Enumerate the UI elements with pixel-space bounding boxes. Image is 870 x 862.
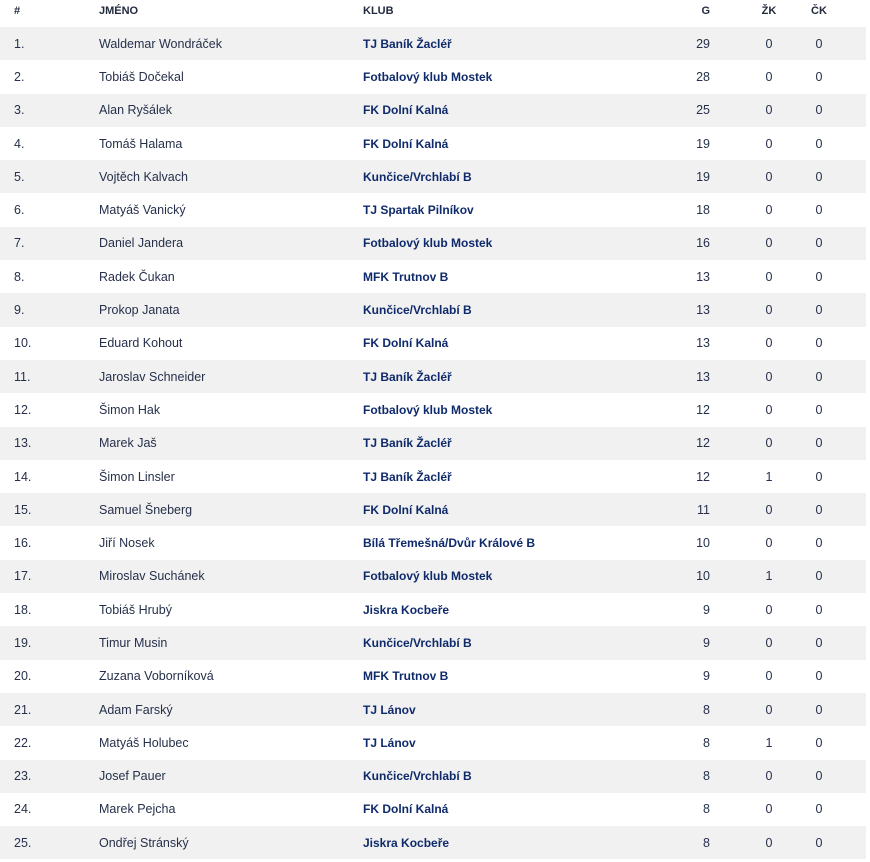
player-name: Tobiáš Hrubý (99, 602, 172, 617)
club-cell (363, 493, 448, 526)
goals-value: 13 (696, 303, 710, 318)
red-cards-value: 0 (815, 369, 823, 384)
red-cards-value: 0 (815, 735, 823, 750)
player-name: Radek Čukan (99, 269, 175, 284)
row-rank: 8. (14, 269, 25, 284)
yellow-cards-value: 1 (765, 469, 773, 484)
table-row (0, 27, 866, 60)
player-name: Prokop Janata (99, 303, 180, 318)
player-name: Tomáš Halama (99, 136, 183, 151)
row-rank: 7. (14, 236, 25, 251)
red-cards-value: 0 (815, 303, 823, 318)
club-link[interactable]: Kunčice/Vrchlabí B (363, 635, 472, 650)
player-name: Marek Pejcha (99, 802, 176, 817)
table-row (0, 526, 866, 559)
row-rank: 24. (14, 802, 32, 817)
red-cards-value: 0 (815, 702, 823, 717)
red-cards-value: 0 (815, 69, 823, 84)
header-yellow-cards: ŽK (761, 5, 777, 17)
club-link[interactable]: TJ Baník Žacléř (363, 469, 452, 484)
club-cell (363, 193, 474, 226)
row-rank: 2. (14, 69, 25, 84)
club-link[interactable]: Bílá Třemešná/Dvůr Králové B (363, 536, 536, 551)
row-rank: 21. (14, 702, 32, 717)
club-cell (363, 94, 448, 127)
player-name: Adam Farský (99, 702, 173, 717)
table-row (0, 94, 866, 127)
row-rank: 18. (14, 602, 32, 617)
goals-value: 25 (696, 103, 710, 118)
club-link[interactable]: TJ Spartak Pilníkov (363, 203, 474, 218)
row-rank: 11. (14, 369, 31, 384)
header-goals: G (701, 5, 710, 17)
player-name: Zuzana Voborníková (99, 669, 214, 684)
row-rank: 9. (14, 303, 25, 318)
red-cards-value: 0 (815, 136, 823, 151)
player-name: Alan Ryšálek (99, 103, 172, 118)
table-row (0, 626, 866, 659)
club-link[interactable]: FK Dolní Kalná (363, 136, 449, 151)
yellow-cards-value: 0 (765, 336, 773, 351)
row-rank: 5. (14, 169, 25, 184)
player-name: Eduard Kohout (99, 336, 183, 351)
player-name: Ondřej Stránský (99, 835, 189, 850)
player-name: Marek Jaš (99, 436, 157, 451)
table-row (0, 726, 866, 759)
table-row (0, 693, 866, 726)
red-cards-value: 0 (815, 36, 823, 51)
row-rank: 20. (14, 669, 32, 684)
club-link[interactable]: Kunčice/Vrchlabí B (363, 769, 472, 784)
red-cards-value: 0 (815, 802, 823, 817)
red-cards-value: 0 (815, 336, 823, 351)
red-cards-value: 0 (815, 436, 823, 451)
player-name: Šimon Linsler (99, 469, 175, 484)
goals-value: 8 (703, 702, 710, 717)
goals-value: 13 (696, 269, 710, 284)
table-row (0, 427, 866, 460)
club-cell (363, 327, 448, 360)
yellow-cards-value: 0 (765, 502, 773, 517)
club-cell (363, 427, 452, 460)
table-body (0, 27, 866, 859)
header-name: JMÉNO (99, 5, 139, 17)
header-club: KLUB (363, 5, 394, 17)
goals-value: 8 (703, 735, 710, 750)
row-rank: 22. (14, 735, 32, 750)
table-row (0, 826, 866, 859)
club-cell (363, 127, 448, 160)
club-link[interactable]: Jiskra Kocbeře (363, 835, 450, 850)
red-cards-value: 0 (815, 536, 823, 551)
table-row (0, 760, 866, 793)
row-rank: 16. (14, 536, 32, 551)
red-cards-value: 0 (815, 602, 823, 617)
table-row (0, 193, 866, 226)
yellow-cards-value: 0 (765, 436, 773, 451)
red-cards-value: 0 (815, 103, 823, 118)
club-cell (363, 693, 416, 726)
club-cell (363, 626, 472, 659)
table-row (0, 160, 866, 193)
row-rank: 6. (14, 203, 25, 218)
club-link[interactable]: Fotbalový klub Mostek (363, 402, 493, 417)
club-cell (363, 260, 448, 293)
club-link[interactable]: TJ Lánov (363, 735, 416, 750)
row-rank: 10. (14, 336, 32, 351)
yellow-cards-value: 0 (765, 402, 773, 417)
red-cards-value: 0 (815, 169, 823, 184)
player-name: Timur Musin (99, 635, 168, 650)
player-name: Matyáš Vanický (99, 203, 186, 218)
yellow-cards-value: 0 (765, 236, 773, 251)
yellow-cards-value: 0 (765, 769, 773, 784)
club-cell (363, 393, 492, 426)
player-name: Šimon Hak (99, 402, 161, 417)
yellow-cards-value: 0 (765, 536, 773, 551)
red-cards-value: 0 (815, 402, 823, 417)
goals-value: 8 (703, 835, 710, 850)
goals-value: 9 (703, 669, 710, 684)
red-cards-value: 0 (815, 469, 823, 484)
club-link[interactable]: Fotbalový klub Mostek (363, 569, 493, 584)
goals-value: 16 (696, 236, 710, 251)
goals-value: 9 (703, 602, 710, 617)
table-row (0, 593, 866, 626)
table-row (0, 460, 866, 493)
red-cards-value: 0 (815, 203, 823, 218)
yellow-cards-value: 0 (765, 835, 773, 850)
row-rank: 19. (14, 635, 32, 650)
row-rank: 15. (14, 502, 32, 517)
goals-value: 9 (703, 635, 710, 650)
club-link[interactable]: FK Dolní Kalná (363, 336, 449, 351)
yellow-cards-value: 0 (765, 602, 773, 617)
table-row (0, 493, 866, 526)
club-cell (363, 360, 452, 393)
row-rank: 3. (14, 103, 25, 118)
red-cards-value: 0 (815, 669, 823, 684)
club-link[interactable]: MFK Trutnov B (363, 669, 449, 684)
goals-value: 10 (696, 569, 710, 584)
club-cell (363, 526, 535, 559)
header-rank: # (14, 5, 21, 17)
table-row (0, 327, 866, 360)
yellow-cards-value: 0 (765, 269, 773, 284)
red-cards-value: 0 (815, 236, 823, 251)
club-cell (363, 793, 448, 826)
club-link[interactable]: FK Dolní Kalná (363, 103, 449, 118)
yellow-cards-value: 0 (765, 669, 773, 684)
player-name: Daniel Jandera (99, 236, 184, 251)
goals-value: 12 (696, 402, 710, 417)
club-link[interactable]: Fotbalový klub Mostek (363, 69, 493, 84)
table-row (0, 360, 866, 393)
table-row (0, 60, 866, 93)
yellow-cards-value: 1 (765, 735, 773, 750)
table-row (0, 260, 866, 293)
goals-value: 19 (696, 136, 710, 151)
yellow-cards-value: 1 (765, 569, 773, 584)
row-rank: 1. (14, 36, 25, 51)
yellow-cards-value: 0 (765, 702, 773, 717)
player-name: Jaroslav Schneider (99, 369, 206, 384)
red-cards-value: 0 (815, 635, 823, 650)
club-cell (363, 560, 492, 593)
table-header (0, 0, 866, 27)
club-link[interactable]: FK Dolní Kalná (363, 802, 449, 817)
player-name: Vojtěch Kalvach (99, 169, 188, 184)
player-name: Matyáš Holubec (99, 735, 189, 750)
club-cell (363, 27, 452, 60)
red-cards-value: 0 (815, 269, 823, 284)
row-rank: 4. (14, 136, 25, 151)
player-name: Miroslav Suchánek (99, 569, 205, 584)
goals-value: 28 (696, 69, 710, 84)
yellow-cards-value: 0 (765, 103, 773, 118)
table-row (0, 560, 866, 593)
yellow-cards-value: 0 (765, 169, 773, 184)
goals-value: 10 (696, 536, 710, 551)
club-cell (363, 460, 452, 493)
row-rank: 12. (14, 402, 32, 417)
club-link[interactable]: MFK Trutnov B (363, 269, 449, 284)
goals-value: 13 (696, 336, 710, 351)
yellow-cards-value: 0 (765, 802, 773, 817)
table-row (0, 127, 866, 160)
club-link[interactable]: Kunčice/Vrchlabí B (363, 303, 472, 318)
red-cards-value: 0 (815, 569, 823, 584)
row-rank: 23. (14, 769, 32, 784)
club-cell (363, 660, 448, 693)
club-cell (363, 593, 449, 626)
club-link[interactable]: FK Dolní Kalná (363, 502, 449, 517)
club-link[interactable]: TJ Baník Žacléř (363, 36, 452, 51)
club-cell (363, 293, 472, 326)
red-cards-value: 0 (815, 769, 823, 784)
goals-value: 19 (696, 169, 710, 184)
club-cell (363, 227, 492, 260)
table-row (0, 793, 866, 826)
table-row (0, 227, 866, 260)
goals-value: 11 (697, 502, 710, 517)
yellow-cards-value: 0 (765, 203, 773, 218)
player-name: Josef Pauer (99, 769, 166, 784)
club-cell (363, 726, 416, 759)
table-row (0, 660, 866, 693)
goals-value: 18 (696, 203, 710, 218)
yellow-cards-value: 0 (765, 303, 773, 318)
goals-value: 29 (696, 36, 710, 51)
row-rank: 17. (14, 569, 32, 584)
header-red-cards: ČK (811, 5, 827, 17)
club-link[interactable]: TJ Baník Žacléř (363, 436, 452, 451)
club-link[interactable]: Jiskra Kocbeře (363, 602, 450, 617)
row-rank: 14. (14, 469, 32, 484)
red-cards-value: 0 (815, 835, 823, 850)
goals-value: 8 (703, 802, 710, 817)
club-cell (363, 60, 492, 93)
club-link[interactable]: Kunčice/Vrchlabí B (363, 169, 472, 184)
table-row (0, 393, 866, 426)
row-rank: 25. (14, 835, 32, 850)
goals-value: 12 (696, 469, 710, 484)
yellow-cards-value: 0 (765, 136, 773, 151)
club-cell (363, 826, 449, 859)
goals-value: 12 (696, 436, 710, 451)
goals-value: 13 (696, 369, 710, 384)
player-name: Tobiáš Dočekal (99, 69, 184, 84)
table-row (0, 293, 866, 326)
club-link[interactable]: TJ Baník Žacléř (363, 369, 452, 384)
club-link[interactable]: Fotbalový klub Mostek (363, 236, 493, 251)
club-cell (363, 160, 472, 193)
club-cell (363, 760, 472, 793)
red-cards-value: 0 (815, 502, 823, 517)
player-name: Jiří Nosek (99, 536, 155, 551)
yellow-cards-value: 0 (765, 36, 773, 51)
player-name: Waldemar Wondráček (99, 36, 222, 51)
yellow-cards-value: 0 (765, 369, 773, 384)
player-name: Samuel Šneberg (99, 502, 193, 517)
yellow-cards-value: 0 (765, 69, 773, 84)
goals-value: 8 (703, 769, 710, 784)
yellow-cards-value: 0 (765, 635, 773, 650)
club-link[interactable]: TJ Lánov (363, 702, 416, 717)
row-rank: 13. (14, 436, 32, 451)
